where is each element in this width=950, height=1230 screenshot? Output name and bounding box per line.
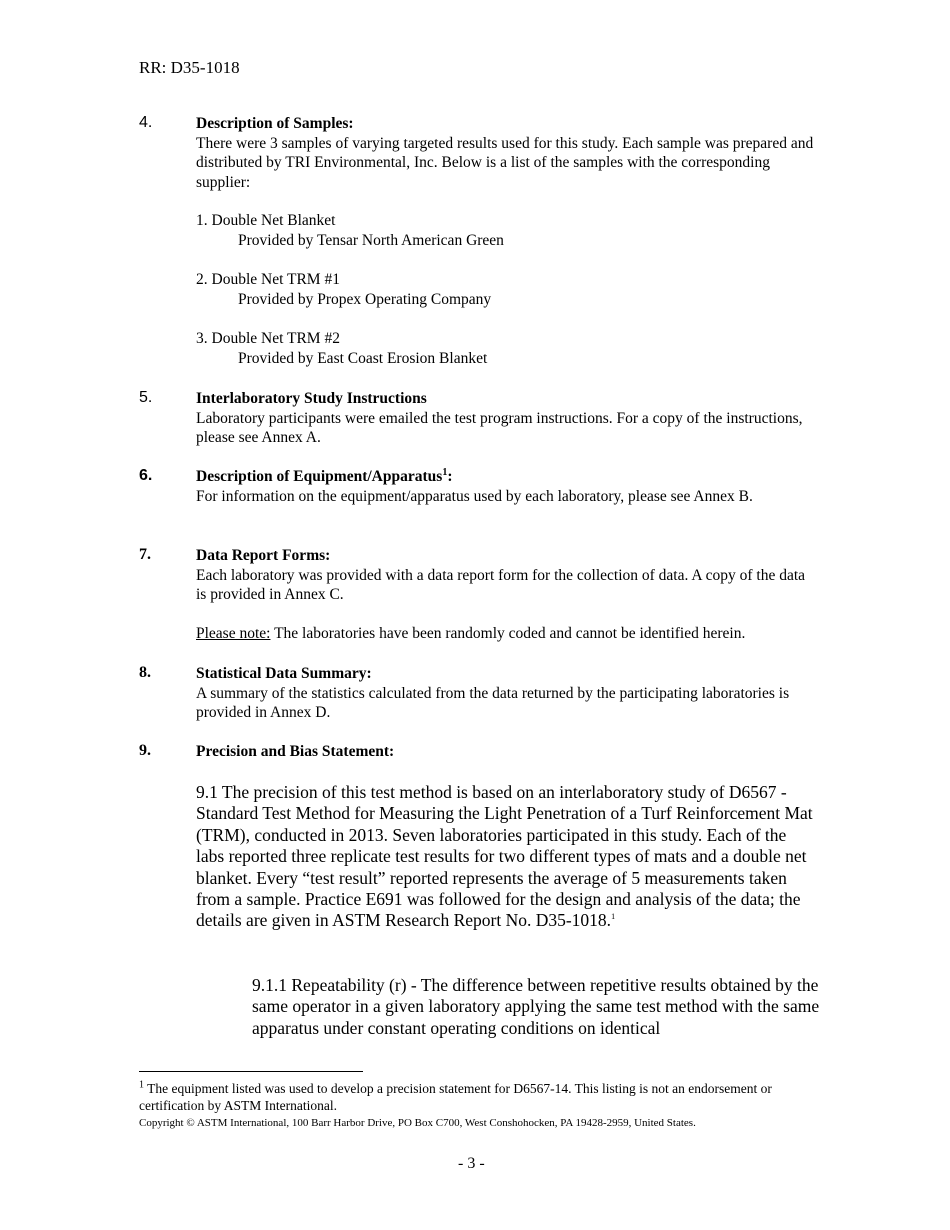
section-4-title: Description of Samples: xyxy=(196,115,354,132)
section-6-body xyxy=(196,467,816,506)
section-6-title-colon: : xyxy=(447,468,453,485)
section-8-title: Statistical Data Summary: xyxy=(196,665,372,682)
section-7-title: Data Report Forms: xyxy=(196,547,331,564)
section-6-text: For information on the equipment/apparatus used by each laboratory, please see Annex B. xyxy=(196,487,753,505)
section-9-number: 9. xyxy=(139,742,151,759)
paragraph-9-1-text: 9.1 The precision of this test method is based on an interlaboratory study of D6567 - Standard Test Method for Measuring the Light Penetration of a Turf Reinforcement Mat (TRM), conducted in 2013. Seven laboratories participated in this study. Each of the labs reported three replicate test results for two different types of mats and a double net blanket. Every “test result” reported represents the average of 5 measurements taken from a sample. Practice E691 was followed for the design and analysis of the data; the details are given in ASTM Research Report No. D35-1018. xyxy=(196,782,813,931)
footnote-divider xyxy=(139,1071,363,1072)
section-6-title-text: Description of Equipment/Apparatus xyxy=(196,468,443,485)
paragraph-9-1-1: 9.1.1 Repeatability (r) - The difference between repetitive results obtained by the same operator in a given laboratory applying the same test method with the same apparatus under constant operating conditions on identical xyxy=(252,975,820,1038)
section-7-note-text: The laboratories have been randomly coded and cannot be identified herein. xyxy=(270,625,746,642)
section-8-number: 8. xyxy=(139,664,151,681)
section-7-note-label: Please note: xyxy=(196,625,271,642)
section-5-body xyxy=(196,389,816,448)
sample-3-provider: Provided by East Coast Erosion Blanket xyxy=(238,350,488,367)
section-6-title xyxy=(196,467,816,487)
section-7-note xyxy=(196,624,816,644)
section-7-number: 7. xyxy=(139,546,151,563)
report-id-header: RR: D35-1018 xyxy=(139,58,240,77)
section-8-body xyxy=(196,664,816,723)
section-5-number: 5. xyxy=(139,389,153,406)
paragraph-9-1 xyxy=(196,782,816,932)
sample-2-name: 2. Double Net TRM #1 xyxy=(196,271,340,288)
section-7-body xyxy=(196,546,816,605)
sample-3-name: 3. Double Net TRM #2 xyxy=(196,330,340,347)
sample-2-provider: Provided by Propex Operating Company xyxy=(238,291,492,308)
footnote xyxy=(139,1080,799,1114)
section-4-body xyxy=(196,114,816,192)
footnote-marker: 1 xyxy=(139,1079,144,1091)
section-6-footnote-ref: 1 xyxy=(442,466,448,478)
sample-1-name: 1. Double Net Blanket xyxy=(196,212,336,229)
footnote-text: The equipment listed was used to develop a precision statement for D6567-14. This listing is not an endorsement or certification by ASTM International. xyxy=(139,1081,772,1113)
section-4-number: 4. xyxy=(139,114,153,131)
section-4-text: There were 3 samples of varying targeted results used for this study. Each sample was prepared and distributed by TRI Environmental, Inc. Below is a list of the samples with the corresponding supplier: xyxy=(196,134,814,191)
copyright-notice: Copyright © ASTM International, 100 Barr Harbor Drive, PO Box C700, West Conshohocken, PA 19428-2959, United States. xyxy=(139,1117,696,1129)
section-9-title xyxy=(196,742,816,762)
page-number: - 3 - xyxy=(458,1155,485,1172)
section-5-text: Laboratory participants were emailed the test program instructions. For a copy of the instructions, please see Annex A. xyxy=(196,409,803,446)
paragraph-9-1-footnote-ref: 1 xyxy=(611,912,616,922)
sample-1-provider: Provided by Tensar North American Green xyxy=(238,232,504,249)
section-5-title: Interlaboratory Study Instructions xyxy=(196,390,427,407)
section-9-title-text: Precision and Bias Statement: xyxy=(196,743,395,760)
section-8-text: A summary of the statistics calculated from the data returned by the participating laboratories is provided in Annex D. xyxy=(196,684,790,721)
section-6-number: 6. xyxy=(139,467,153,484)
section-7-text: Each laboratory was provided with a data report form for the collection of data. A copy of the data is provided in Annex C. xyxy=(196,566,806,603)
